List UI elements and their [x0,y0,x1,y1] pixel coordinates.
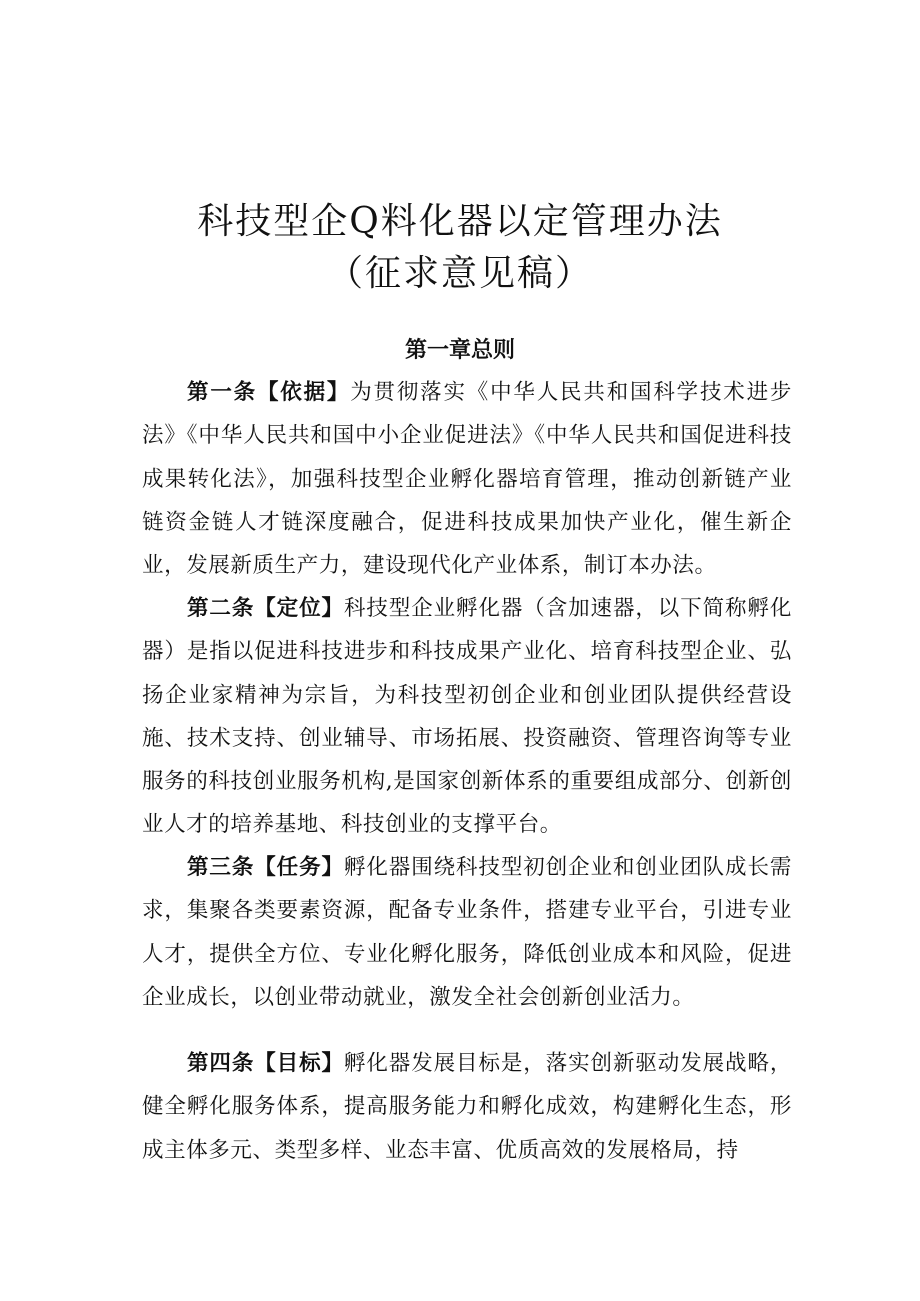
article-3-lead: 第三条【任务】 [187,855,344,880]
chapter-heading: 第一章总则 [404,338,515,363]
article-1-text: 为贯彻落实《中华人民共和国科学技术进步法》《中华人民共和国中小企业促进法》《中华人民共和国促进科技成果转化法》，加强科技型企业孵化器培育管理，推动创新链产业链资金链人才链深度融合，促进科技成果加快产业化，催生新企业，发展新质生产力，建设现代化产业体系，制订本办法。 [142,380,793,579]
article-4-lead: 第四条【目标】 [187,1051,344,1076]
article-3-text: 孵化器围绕科技型初创企业和创业团队成长需求，集聚各类要素资源，配备专业条件，搭建专业平台，引进专业人才，提供全方位、专业化孵化服务，降低创业成本和风险，促进企业成长，以创业带动就业，激发全社会创新创业活力。 [142,855,792,1010]
article-3 [142,846,792,1019]
article-2 [142,587,792,847]
title-line-main: 科技型企Q料化器以定管理办法 [197,201,723,242]
article-2-lead: 第二条【定位】 [187,596,344,621]
article-4 [142,1042,792,1214]
title-line-subtitle: （征求意见稿） [326,253,593,294]
article-1 [142,371,792,587]
article-4-text: 孵化器发展目标是，落实创新驱动发展战略，健全孵化服务体系，提高服务能力和孵化成效，构建孵化生态，形成主体多元、类型多样、业态丰富、优质高效的发展格局，持 [142,1051,792,1163]
article-2-text: 科技型企业孵化器（含加速器，以下简称孵化器）是指以促进科技进步和科技成果产业化、培育科技型企业、弘扬企业家精神为宗旨，为科技型初创企业和创业团队提供经营设施、技术支持、创业辅导、市场拓展、投资融资、管理咨询等专业服务的科技创业服务机构,是国家创新体系的重要组成部分、创新创业人才的培养基地、科技创业的支撑平台。 [142,596,792,838]
document-title [0,196,920,300]
article-1-lead: 第一条【依据】 [187,380,351,405]
